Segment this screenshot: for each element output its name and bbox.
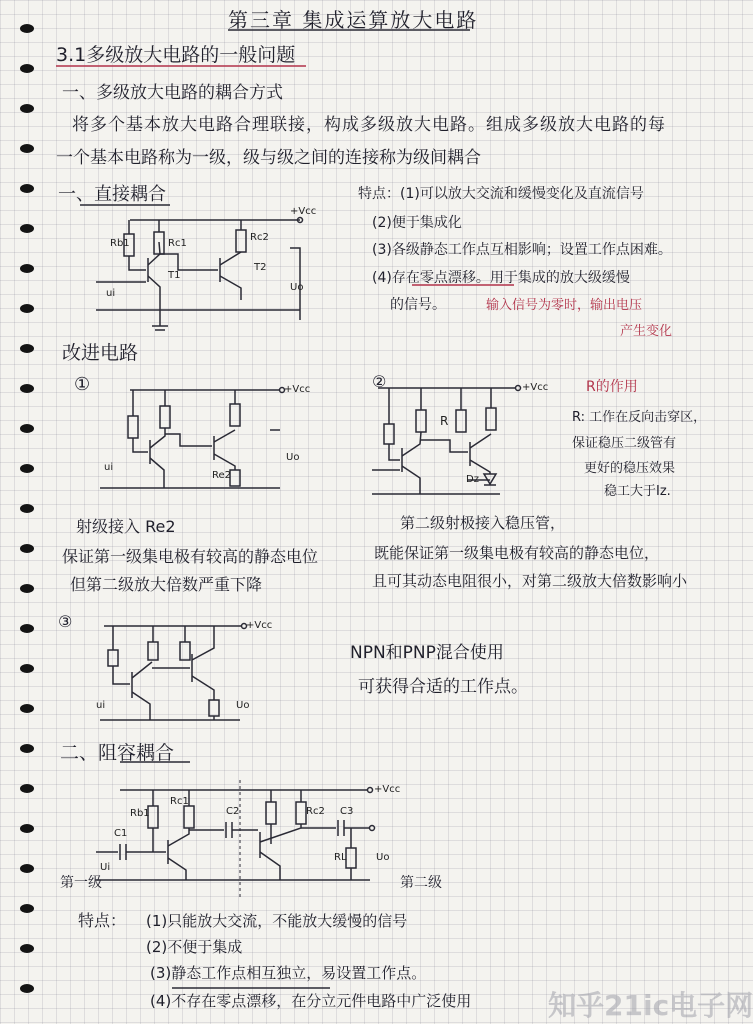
rc-c3-label: C3: [340, 806, 354, 817]
red-note-1: 输入信号为零时，输出电压: [486, 298, 643, 313]
r-note-line: 更好的稳压效果: [584, 461, 676, 476]
circuit-2-marker: ②: [372, 372, 387, 391]
stage-1-label: 第一级: [60, 875, 102, 891]
direct-features-label: 特点：(1)可以放大交流和缓慢变化及直流信号: [358, 186, 644, 202]
intro-line-2: 一个基本电路称为一级，级与级之间的连接称为级间耦合: [56, 148, 481, 168]
vcc-label-3: +Vcc: [246, 620, 273, 631]
vcc-label-2: +Vcc: [522, 382, 549, 393]
r-note-line: R: 工作在反向击穿区，: [572, 410, 707, 425]
rc-feature: (4)不存在零点漂移，在分立元件电路中广泛使用: [150, 992, 472, 1010]
rc-uo-label: Uo: [376, 852, 390, 863]
rc2-label: Rc2: [250, 232, 269, 243]
rc-feature: (1)只能放大交流，不能放大缓慢的信号: [146, 912, 408, 930]
ui-label: ui: [106, 288, 116, 299]
rc-coupling-circuit: [96, 780, 375, 900]
circuit-1-marker: ①: [74, 374, 91, 395]
re2-label: Re2: [212, 470, 232, 481]
rc-features-label: 特点：: [78, 911, 127, 930]
direct-feature-4-cont: 的信号。: [390, 297, 446, 313]
direct-feature-2: (2)便于集成化: [372, 215, 462, 231]
r-label: R: [440, 414, 449, 428]
red-note-2: 产生变化: [620, 324, 673, 339]
improved-left-line: 射级接入 Re2: [76, 517, 176, 536]
rc-feature: (3)静态工作点相互独立，易设置工作点。: [150, 964, 427, 982]
improved-right-line: 且可其动态电阻很小，对第二级放大倍数影响小: [372, 572, 688, 590]
watermark: 知乎21ic电子网: [548, 989, 753, 1022]
direct-feature-4: (4)存在零点漂移。用于集成的放大级缓慢: [372, 270, 630, 286]
improved-left-line: 但第二级放大倍数严重下降: [70, 575, 263, 594]
rc-coupling-heading: 二、阻容耦合: [60, 742, 175, 764]
improved-left-line: 保证第一级集电极有较高的静态电位: [62, 547, 319, 566]
rc-rc2-label: Rc2: [306, 806, 325, 817]
section-title: 3.1多级放大电路的一般问题: [56, 44, 296, 66]
stage-2-label: 第二级: [400, 875, 442, 891]
improved-circuit-3: [100, 624, 250, 721]
rc-rb1-label: Rb1: [130, 808, 150, 819]
rc-vcc-label: +Vcc: [374, 784, 401, 795]
ui-label-1: ui: [104, 462, 114, 473]
rc-ui-label: Ui: [100, 862, 111, 873]
rb1-label: Rb1: [110, 238, 130, 249]
t1-label: T1: [168, 270, 181, 281]
improved-right-line: 既能保证第一级集电极有较高的静态电位，: [374, 544, 660, 562]
rc-rl-label: RL: [334, 852, 347, 863]
improved-circuit-2: [372, 386, 521, 495]
intro-line-1: 将多个基本放大电路合理联接，构成多级放大电路。组成多级放大电路的每: [72, 115, 666, 135]
improved-circuit-1: [100, 388, 285, 489]
direct-coupling-heading: 一、直接耦合: [58, 184, 166, 205]
vcc-label-1: +Vcc: [284, 384, 311, 395]
rc-c2-label: C2: [226, 806, 240, 817]
uo-label-3: Uo: [236, 700, 250, 711]
direct-coupling-circuit: [96, 218, 303, 331]
vcc-label: +Vcc: [290, 206, 317, 217]
ui-label-3: ui: [96, 700, 106, 711]
rc-feature: (2)不便于集成: [146, 938, 243, 956]
npn-pnp-line: 可获得合适的工作点。: [358, 677, 528, 697]
rc1-label: Rc1: [168, 238, 187, 249]
rc-rc1-label: Rc1: [170, 796, 189, 807]
chapter-title: 第三章 集成运算放大电路: [228, 8, 479, 32]
improved-right-line: 第二级射极接入稳压管，: [400, 514, 566, 532]
improved-heading: 改进电路: [62, 342, 139, 364]
r-note-title: R的作用: [586, 379, 638, 395]
npn-pnp-line: NPN和PNP混合使用: [350, 643, 504, 663]
subsection-title: 一、多级放大电路的耦合方式: [62, 83, 283, 103]
direct-feature-3: (3)各级静态工作点互相影响；设置工作点困难。: [372, 242, 672, 258]
uo-label-1: Uo: [286, 452, 300, 463]
uo-label: Uo: [290, 282, 304, 293]
dz-label: Dz: [466, 474, 479, 485]
circuit-3-marker: ③: [58, 612, 73, 631]
rc-c1-label: C1: [114, 828, 128, 839]
r-note-line: 保证稳压二级管有: [572, 436, 677, 451]
t2-label: T2: [254, 262, 267, 273]
r-note-line: 稳工大于Iz.: [604, 484, 671, 499]
